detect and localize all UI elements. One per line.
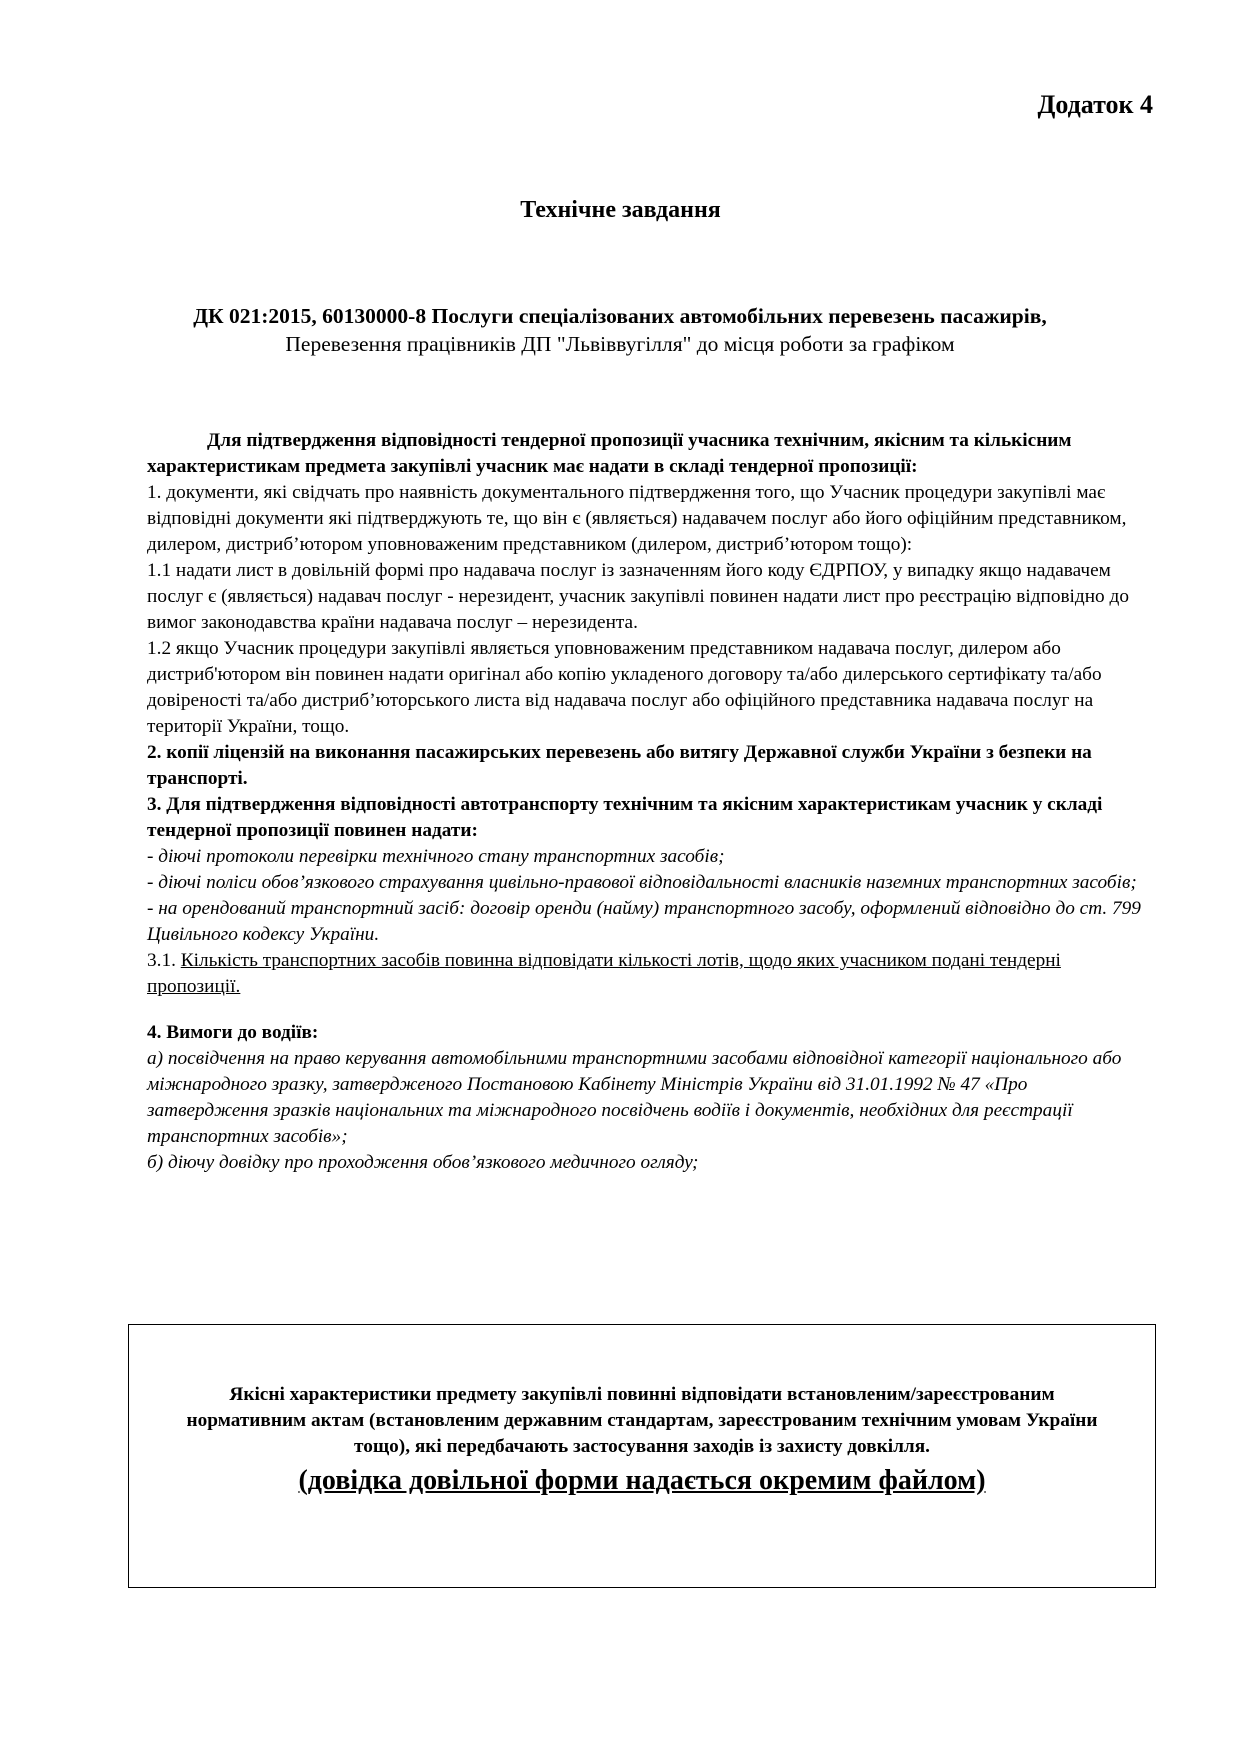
item-1: 1. документи, які свідчать про наявність документального підтвердження того, що Учасник процедури закупівлі має відповідні документи які підтверджують те, що він є (являється) надавачем послуг або його офіційним представником, дилером, дистриб’ютором уповноваженим представником (дилером, дистриб’ютором тощо): [147,482,1127,555]
subject-code-line: ДК 021:2015, 60130000-8 Послуги спеціалізованих автомобільних перевезень пасажирів, [193,304,1047,328]
item-3-c: - на орендований транспортний засіб: договір оренди (найму) транспортного засобу, оформлений відповідно до ст. 799 Цивільного кодексу України. [147,898,1141,945]
item-3-1-number: 3.1. [147,950,181,971]
item-3-b: - діючі поліси обов’язкового страхування цивільно-правової відповідальності власників наземних транспортних засобів; [147,872,1137,893]
item-1-1: 1.1 надати лист в довільній формі про надавача послуг із зазначенням його коду ЄДРПОУ, у випадку якщо надавачем послуг є (являється) надавач послуг - нерезидент, учасник закупівлі повинен надати лист про реєстрацію відповідно до вимог законодавства країни надавача послуг – нерезидента. [147,560,1129,633]
item-3: 3. Для підтвердження відповідності автотранспорту технічним та якісним характеристикам учасник у складі тендерної пропозиції повинен надати: [147,794,1103,841]
item-3-1 [147,948,1143,1000]
item-2: 2. копії ліцензій на виконання пасажирських перевезень або витягу Державної служби України з безпеки на транспорті. [147,742,1092,789]
appendix-label: Додаток 4 [1037,90,1153,119]
environmental-requirements-text: Якісні характеристики предмету закупівлі повинні відповідати встановленим/зареєстрованим нормативним актам (встановленим державним стандартам, зареєстрованим технічним умовам України тощо), які передбачають застосування заходів із захисту довкілля. [186,1384,1098,1457]
procurement-subject [100,302,1140,358]
document-title: Технічне завдання [520,197,721,223]
item-4: 4. Вимоги до водіїв: [147,1022,319,1043]
item-3-1-text: Кількість транспортних засобів повинна відповідати кількості лотів, щодо яких учасником подані тендерні пропозиції. [147,950,1061,997]
item-4-b: б) діючу довідку про проходження обов’язкового медичного огляду; [147,1152,699,1173]
item-4-a: а) посвідчення на право керування автомобільними транспортними засобами відповідної категорії національного або міжнародного зразку, затвердженого Постановою Кабінету Міністрів України від 31.01.1992 № 47 «Про затвердження зразків національних та міжнародного посвідчень водіїв і документів, необхідних для реєстрації транспортних засобів»; [147,1048,1122,1147]
requirements-body [147,428,1143,1176]
item-3-a: - діючі протоколи перевірки технічного стану транспортних засобів; [147,846,725,867]
separate-file-note: (довідка довільної форми надається окремим файлом) [298,1465,986,1496]
item-1-2: 1.2 якщо Учасник процедури закупівлі являється уповноваженим представником надавача послуг, дилером або дистриб'ютором він повинен надати оригінал або копію укладеного договору та/або дилерського сертифікату та/або довіреності та/або дистриб’юторського листа від надавача послуг або офіційного представника надавача послуг на території України, тощо. [147,638,1102,737]
intro-paragraph: Для підтвердження відповідності тендерної пропозиції учасника технічним, якісним та кількісним характеристикам предмета закупівлі учасник має надати в складі тендерної пропозиції: [147,430,1072,477]
subject-name-line: Перевезення працівників ДП "Львіввугілля" до місця роботи за графіком [285,332,955,356]
environmental-requirements-box [128,1324,1156,1588]
